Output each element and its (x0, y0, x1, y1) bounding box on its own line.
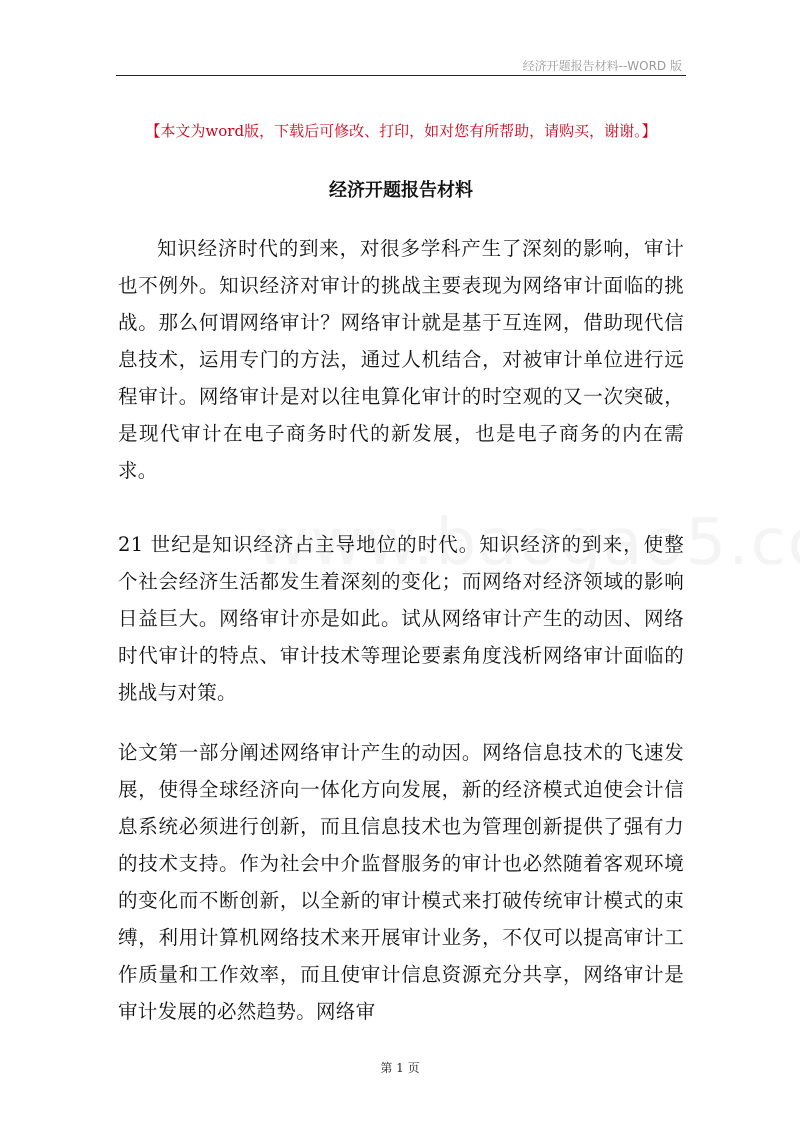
running-header: 经济开题报告材料--WORD 版 (522, 59, 682, 73)
body-paragraph-1: 知识经济时代的到来，对很多学科产生了深刻的影响，审计也不例外。知识经济对审计的挑战主要表现为网络审计面临的挑战。那么何谓网络审计？网络审计就是基于互连网，借助现代信息技术，运用专门的方法，通过人机结合，对被审计单位进行远程审计。网络审计是对以往电算化审计的时空观的又一次突破，是现代审计在电子商务时代的新发展，也是电子商务的内在需求。 (118, 237, 684, 482)
page-number: 第 1 页 (380, 1061, 420, 1075)
purchase-notice: 【本文为word版，下载后可修改、打印，如对您有所帮助，请购买，谢谢。】 (145, 122, 657, 140)
header-rule (116, 75, 686, 76)
body-paragraph-3: 论文第一部分阐述网络审计产生的动因。网络信息技术的飞速发展，使得全球经济向一体化方向发展，新的经济模式迫使会计信息系统必须进行创新，而且信息技术也为管理创新提供了强有力的技术支持。作为社会中介监督服务的审计也必然随着客观环境的变化而不断创新，以全新的审计模式来打破传统审计模式的束缚，利用计算机网络技术来开展审计业务，不仅可以提高审计工作质量和工作效率，而且使审计信息资源充分共享，网络审计是审计发展的必然趋势。网络审 (118, 741, 684, 1023)
body-paragraph-2: 21 世纪是知识经济占主导地位的时代。知识经济的到来，使整个社会经济生活都发生着深刻的变化；而网络对经济领域的影响日益巨大。网络审计亦是如此。试从网络审计产生的动因、网络时代审计的特点、审计技术等理论要素角度浅析网络审计面临的挑战与对策。 (118, 533, 684, 704)
document-title: 经济开题报告材料 (329, 180, 473, 201)
